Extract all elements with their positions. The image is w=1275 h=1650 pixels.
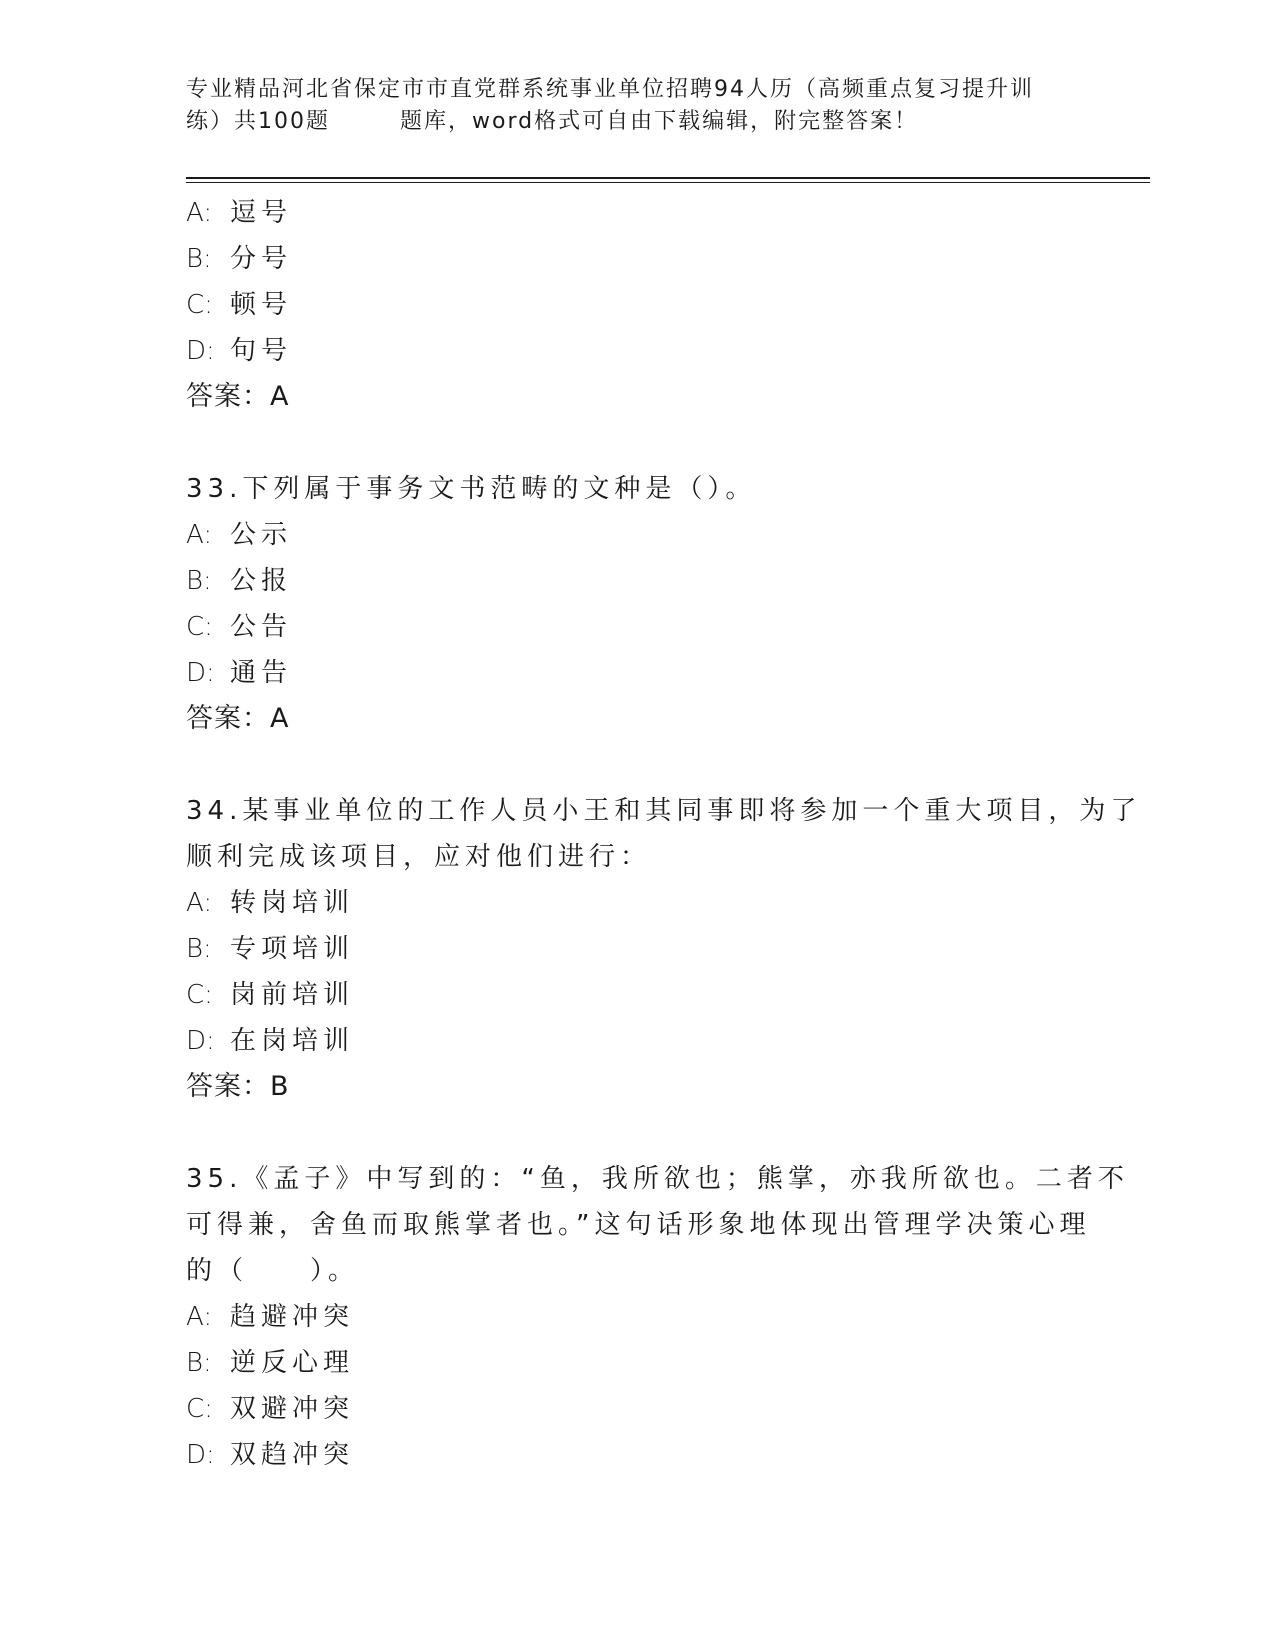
header-title-line-1: 专业精品河北省保定市市直党群系统事业单位招聘94人历（高频重点复习提升训 <box>186 77 1034 102</box>
answer-line: 答案：A <box>186 703 290 734</box>
option-a <box>186 512 1086 558</box>
option-d <box>186 1432 1086 1478</box>
option-letter: D: <box>186 1440 215 1470</box>
spacer <box>186 1110 1086 1156</box>
option-text: 在岗培训 <box>230 1026 355 1056</box>
option-text: 顿号 <box>230 290 293 320</box>
header-title-part-a: 练）共100题 <box>186 109 330 134</box>
option-text: 趋避冲突 <box>230 1302 355 1332</box>
question-35 <box>186 1156 1129 1478</box>
option-letter: C: <box>186 290 213 320</box>
option-b <box>186 926 1086 972</box>
option-letter: B: <box>186 244 212 274</box>
header-title-line-2 <box>186 106 1076 138</box>
option-c <box>186 1386 1086 1432</box>
option-d <box>186 1018 1086 1064</box>
option-letter: C: <box>186 980 213 1010</box>
option-text: 公告 <box>230 612 293 642</box>
option-text: 专项培训 <box>230 934 355 964</box>
header-divider-thin <box>186 182 1150 183</box>
option-text: 通告 <box>230 658 293 688</box>
option-c <box>186 604 1086 650</box>
option-b <box>186 236 1086 282</box>
answer-line: 答案：B <box>186 1071 290 1102</box>
header-divider-thick <box>186 177 1150 179</box>
document-header <box>186 74 1076 138</box>
option-a <box>186 190 1086 236</box>
option-text: 转岗培训 <box>230 888 355 918</box>
option-d <box>186 650 1086 696</box>
option-text: 逆反心理 <box>230 1348 355 1378</box>
option-letter: B: <box>186 1348 212 1378</box>
option-letter: A: <box>186 198 213 228</box>
option-letter: B: <box>186 566 212 596</box>
option-letter: D: <box>186 336 215 366</box>
question-stem: 可得兼，舍鱼而取熊掌者也。”这句话形象地体现出管理学决策心理 <box>186 1210 1091 1240</box>
option-a <box>186 880 1086 926</box>
question-stem: 的（ ）。 <box>186 1256 360 1286</box>
option-letter: C: <box>186 1394 213 1424</box>
option-c <box>186 972 1086 1018</box>
option-b <box>186 1340 1086 1386</box>
option-text: 句号 <box>230 336 293 366</box>
question-32-tail <box>186 190 1086 420</box>
option-letter: C: <box>186 612 213 642</box>
option-text: 岗前培训 <box>230 980 355 1010</box>
question-list <box>186 190 1142 1478</box>
option-letter: A: <box>186 1302 213 1332</box>
question-stem: 33.下列属于事务文书范畴的文种是（）。 <box>186 474 757 504</box>
question-stem: 35.《孟子》中写到的：“鱼，我所欲也；熊掌，亦我所欲也。二者不 <box>186 1164 1129 1194</box>
option-text: 双趋冲突 <box>230 1440 355 1470</box>
option-text: 双避冲突 <box>230 1394 355 1424</box>
spacer <box>186 420 1086 466</box>
option-letter: D: <box>186 1026 215 1056</box>
option-text: 分号 <box>230 244 293 274</box>
question-stem: 34.某事业单位的工作人员小王和其同事即将参加一个重大项目，为了 <box>186 796 1142 826</box>
option-c <box>186 282 1086 328</box>
option-text: 逗号 <box>230 198 293 228</box>
option-a <box>186 1294 1086 1340</box>
option-text: 公报 <box>230 566 293 596</box>
option-d <box>186 328 1086 374</box>
question-stem: 顺利完成该项目，应对他们进行： <box>186 842 652 872</box>
question-33 <box>186 466 1086 742</box>
answer-line: 答案：A <box>186 381 290 412</box>
option-letter: A: <box>186 888 213 918</box>
header-title-part-b: 题库，word格式可自由下载编辑，附完整答案！ <box>400 109 919 134</box>
option-letter: A: <box>186 520 213 550</box>
option-b <box>186 558 1086 604</box>
option-letter: D: <box>186 658 215 688</box>
option-text: 公示 <box>230 520 293 550</box>
spacer <box>186 742 1086 788</box>
question-34 <box>186 788 1142 1110</box>
option-letter: B: <box>186 934 212 964</box>
